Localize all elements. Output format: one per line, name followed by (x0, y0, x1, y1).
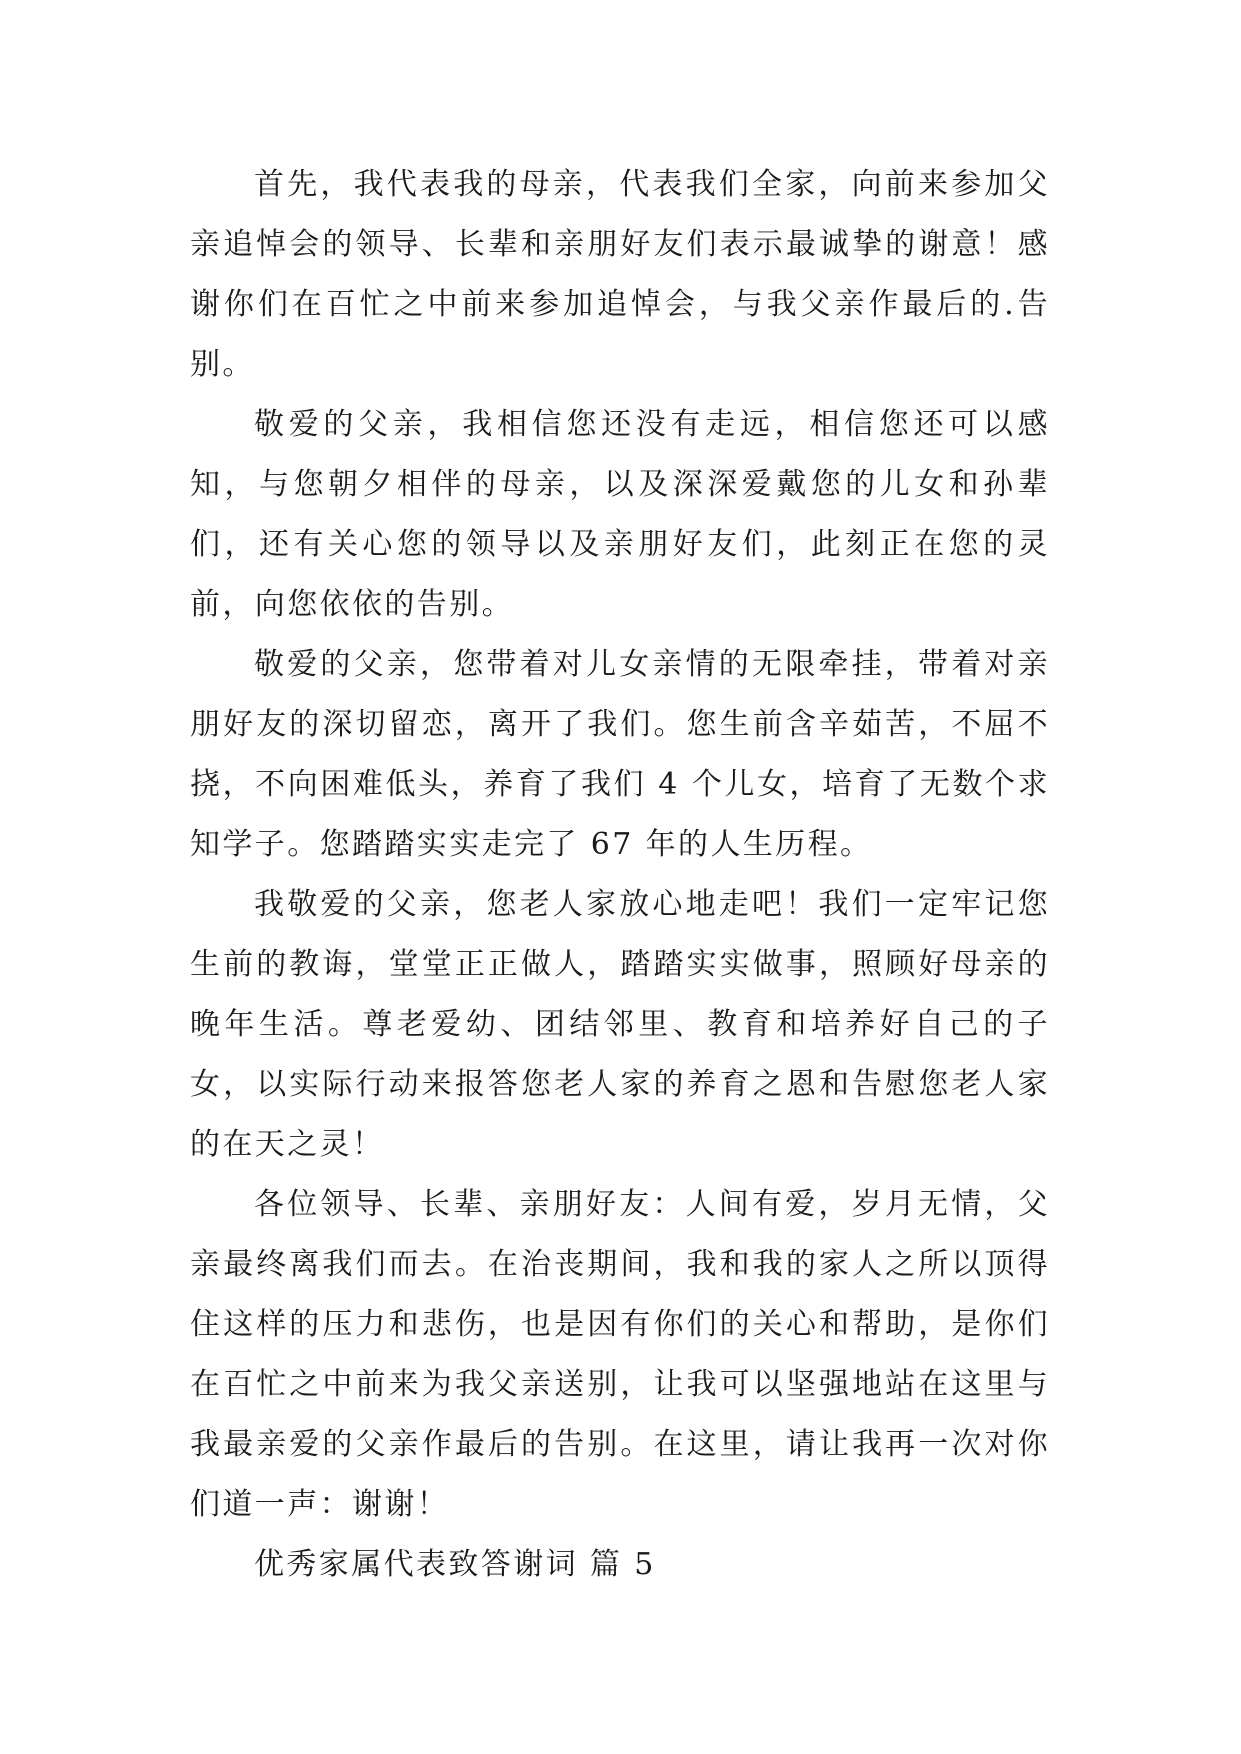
paragraph-farewell-to-father: 敬爱的父亲，我相信您还没有走远，相信您还可以感知，与您朝夕相伴的母亲，以及深深爱戴您的儿女和孙辈们，还有关心您的领导以及亲朋好友们，此刻正在您的灵前，向您依依的告别。 (190, 407, 1050, 622)
document-body (190, 155, 1050, 1595)
paragraph-fathers-life: 敬爱的父亲，您带着对儿女亲情的无限牵挂，带着对亲朋好友的深切留恋，离开了我们。您生前含辛茹苦，不屈不挠，不向困难低头，养育了我们 4 个儿女，培育了无数个求知学子。您踏踏实实走完了 67 年的人生历程。 (190, 647, 1050, 862)
section-heading: 优秀家属代表致答谢词 篇 5 (254, 1547, 656, 1582)
paragraph-closing-thanks: 各位领导、长辈、亲朋好友：人间有爱，岁月无情，父亲最终离我们而去。在治丧期间，我和我的家人之所以顶得住这样的压力和悲伤，也是因有你们的关心和帮助，是你们在百忙之中前来为我父亲送别，让我可以坚强地站在这里与我最亲爱的父亲作最后的告别。在这里，请让我再一次对你们道一声：谢谢！ (190, 1187, 1050, 1522)
paragraph-promise-to-father: 我敬爱的父亲，您老人家放心地走吧！我们一定牢记您生前的教诲，堂堂正正做人，踏踏实实做事，照顾好母亲的晚年生活。尊老爱幼、团结邻里、教育和培养好自己的子女，以实际行动来报答您老人家的养育之恩和告慰您老人家的在天之灵！ (190, 887, 1050, 1162)
paragraph-thanks-for-attending: 首先，我代表我的母亲，代表我们全家，向前来参加父亲追悼会的领导、长辈和亲朋好友们表示最诚挚的谢意！感谢你们在百忙之中前来参加追悼会，与我父亲作最后的.告别。 (190, 167, 1050, 382)
